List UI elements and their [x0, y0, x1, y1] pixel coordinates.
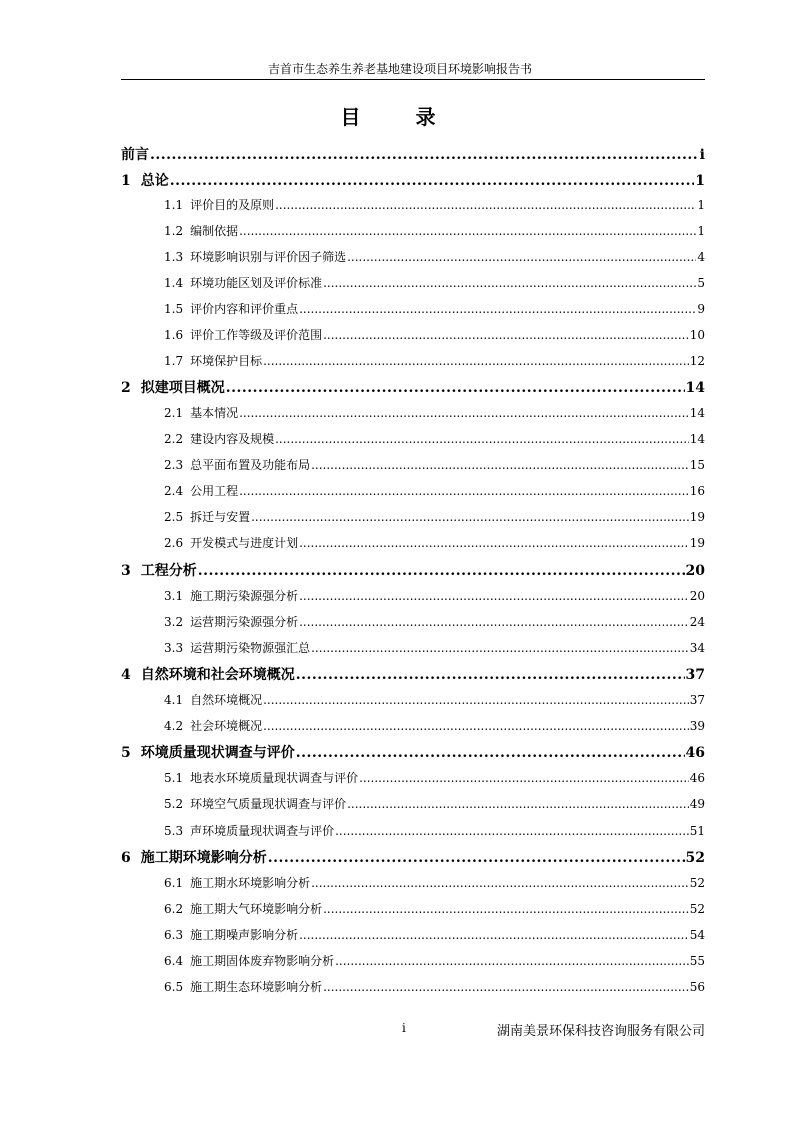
dot-leader: [239, 224, 696, 238]
toc-chapter-entry[interactable]: [121, 170, 705, 190]
header-rule: [121, 79, 705, 80]
dot-leader: [263, 354, 689, 368]
toc-entry-title: 评价内容和评价重点: [190, 302, 299, 316]
toc-entry-title: 自然环境和社会环境概况: [140, 667, 295, 683]
dot-leader: [299, 928, 689, 942]
toc-entry-title: 拆迁与安置: [190, 510, 251, 524]
toc-section-entry[interactable]: [121, 430, 705, 450]
toc-entry-page: 1: [697, 198, 705, 212]
toc-section-entry[interactable]: [121, 926, 705, 946]
toc-entry-page: 52: [685, 850, 705, 866]
toc-entry-page: 14: [689, 406, 705, 420]
toc-entry-page: 14: [689, 432, 705, 446]
toc-entry-title: 施工期生态环境影响分析: [190, 980, 323, 994]
toc-section-entry[interactable]: [121, 717, 705, 737]
dot-leader: [311, 876, 689, 890]
dot-leader: [335, 954, 689, 968]
dot-leader: [296, 745, 685, 761]
toc-section-entry[interactable]: [121, 196, 705, 216]
toc-section-entry[interactable]: [121, 587, 705, 607]
toc-section-entry[interactable]: [121, 482, 705, 502]
toc-section-entry[interactable]: [121, 248, 705, 268]
toc-section-entry[interactable]: [121, 978, 705, 998]
toc-entry-page: 19: [689, 510, 705, 524]
toc-entry-title: 环境保护目标: [190, 354, 263, 368]
toc-entry-title: 施工期固体废弃物影响分析: [190, 954, 335, 968]
toc-entry-title: 建设内容及规模: [190, 432, 275, 446]
dot-leader: [323, 276, 696, 290]
toc-entry-title: 前言: [121, 147, 149, 163]
toc-chapter-entry[interactable]: [121, 742, 705, 762]
toc-entry-title: 施工期噪声影响分析: [190, 928, 299, 942]
dot-leader: [239, 484, 689, 498]
toc-entry-number: 2.3: [164, 458, 184, 472]
toc-entry-number: 3.1: [164, 589, 184, 603]
dot-leader: [299, 615, 689, 629]
dot-leader: [311, 641, 689, 655]
toc-entry-number: 6.5: [164, 980, 184, 994]
toc-entry-number: 2.4: [164, 484, 184, 498]
running-header: 吉首市生态养生养老基地建设项目环境影响报告书: [267, 62, 532, 76]
toc-entry-number: 1.6: [164, 328, 184, 342]
toc-entry-number: 5.1: [164, 771, 184, 785]
toc-entry-number: 1: [121, 173, 131, 189]
toc-entry-number: 6.2: [164, 902, 184, 916]
toc-entry-title: 环境影响识别与评价因子筛选: [190, 250, 347, 264]
toc-chapter-entry[interactable]: [121, 560, 705, 580]
toc-entry-number: 1.4: [164, 276, 184, 290]
dot-leader: [150, 147, 699, 163]
toc-section-entry[interactable]: [121, 508, 705, 528]
toc-entry-page: 46: [685, 745, 705, 761]
toc-entry-title: 施工期污染源强分析: [190, 589, 299, 603]
toc-chapter-entry[interactable]: [121, 377, 705, 397]
toc-entry-title: 运营期污染源强分析: [190, 615, 299, 629]
dot-leader: [263, 719, 689, 733]
toc-entry-page: 37: [689, 693, 705, 707]
toc-entry-page: 56: [689, 980, 705, 994]
toc-entry-title: 编制依据: [190, 224, 239, 238]
toc-section-entry[interactable]: [121, 352, 705, 372]
toc-entry-title: 声环境质量现状调查与评价: [190, 824, 335, 838]
toc-entry-page: 20: [685, 563, 705, 579]
toc-entry-number: 2.1: [164, 406, 184, 420]
toc-entry-number: 2.5: [164, 510, 184, 524]
toc-entry-page: 37: [685, 667, 705, 683]
dot-leader: [275, 198, 696, 212]
toc-entry-page: 52: [689, 876, 705, 890]
toc-entry-title: 环境功能区划及评价标准: [190, 276, 323, 290]
toc-title: 目 录: [340, 105, 460, 129]
toc-entry-title: 评价工作等级及评价范围: [190, 328, 323, 342]
toc-entry-number: 1.7: [164, 354, 184, 368]
toc-entry-number: 1.1: [164, 198, 184, 212]
page-number: i: [402, 1021, 406, 1035]
toc-entry-page: 5: [697, 276, 705, 290]
toc-entry-title: 公用工程: [190, 484, 239, 498]
toc-entry-title: 环境空气质量现状调查与评价: [190, 797, 347, 811]
dot-leader: [226, 380, 685, 396]
toc-entry-number: 1.2: [164, 224, 184, 238]
dot-leader: [323, 980, 689, 994]
toc-entry-number: 3: [121, 563, 131, 579]
toc-section-entry[interactable]: [121, 874, 705, 894]
toc-section-entry[interactable]: [121, 822, 705, 842]
toc-section-entry[interactable]: [121, 613, 705, 633]
toc-entry-number: 2.2: [164, 432, 184, 446]
toc-entry-number: 5: [121, 745, 131, 761]
toc-entry-page: 54: [689, 928, 705, 942]
toc-entry-page: 55: [689, 954, 705, 968]
toc-entry-title: 地表水环境质量现状调查与评价: [190, 771, 359, 785]
dot-leader: [198, 563, 685, 579]
dot-leader: [347, 250, 696, 264]
dot-leader: [296, 667, 685, 683]
toc-entry-title: 自然环境概况: [190, 693, 263, 707]
dot-leader: [335, 824, 689, 838]
toc-section-entry[interactable]: [121, 900, 705, 920]
dot-leader: [170, 173, 695, 189]
toc-entry-title: 总平面布置及功能布局: [190, 458, 311, 472]
dot-leader: [323, 328, 689, 342]
toc-entry-page: 4: [697, 250, 705, 264]
toc-entry-number: 4: [121, 667, 131, 683]
toc-chapter-entry[interactable]: [121, 847, 705, 867]
toc-entry-page: 19: [689, 536, 705, 550]
toc-section-entry[interactable]: [121, 639, 705, 659]
toc-section-entry[interactable]: [121, 404, 705, 424]
toc-entry-number: 3.3: [164, 641, 184, 655]
toc-entry-page: 12: [689, 354, 705, 368]
toc-entry-title: 评价目的及原则: [190, 198, 275, 212]
dot-leader: [239, 406, 689, 420]
toc-section-entry[interactable]: [121, 300, 705, 320]
toc-section-entry[interactable]: [121, 795, 705, 815]
toc-entry-number: 6.1: [164, 876, 184, 890]
toc-entry-page: 46: [689, 771, 705, 785]
toc-section-entry[interactable]: [121, 274, 705, 294]
toc-entry-page: i: [699, 147, 705, 163]
toc-entry-page: 51: [689, 824, 705, 838]
toc-entry-page: 15: [689, 458, 705, 472]
toc-entry-number: 4.1: [164, 693, 184, 707]
toc-entry-page: 20: [689, 589, 705, 603]
toc-entry-title: 施工期大气环境影响分析: [190, 902, 323, 916]
toc-entry-number: 3.2: [164, 615, 184, 629]
toc-entry-title: 环境质量现状调查与评价: [140, 745, 295, 761]
toc-entry-title: 开发模式与进度计划: [190, 536, 299, 550]
toc-entry-title: 工程分析: [140, 563, 197, 579]
toc-section-entry[interactable]: [121, 222, 705, 242]
toc-entry-number: 2.6: [164, 536, 184, 550]
dot-leader: [263, 693, 689, 707]
toc-entry-title: 施工期环境影响分析: [140, 850, 267, 866]
toc-chapter-entry[interactable]: [121, 664, 705, 684]
toc-entry-page: 1: [695, 173, 705, 189]
toc-entry-title: 社会环境概况: [190, 719, 263, 733]
toc-entry-number: 1.5: [164, 302, 184, 316]
toc-entry-title: 拟建项目概况: [140, 380, 225, 396]
toc-entry-page: 52: [689, 902, 705, 916]
toc-section-entry[interactable]: [121, 769, 705, 789]
dot-leader: [299, 589, 689, 603]
dot-leader: [299, 302, 696, 316]
company-name: 湖南美景环保科技咨询服务有限公司: [496, 1024, 705, 1039]
toc-entry-number: 5.2: [164, 797, 184, 811]
toc-entry-number: 4.2: [164, 719, 184, 733]
toc-entry-number: 1.3: [164, 250, 184, 264]
dot-leader: [299, 536, 689, 550]
toc-section-entry[interactable]: [121, 326, 705, 346]
toc-section-entry[interactable]: [121, 534, 705, 554]
toc-entry-number: 6.4: [164, 954, 184, 968]
dot-leader: [268, 850, 685, 866]
toc-entry-page: 34: [689, 641, 705, 655]
toc-entry-page: 39: [689, 719, 705, 733]
dot-leader: [359, 771, 689, 785]
toc-entry-number: 5.3: [164, 824, 184, 838]
toc-section-entry[interactable]: [121, 456, 705, 476]
toc-entry-title: 总论: [140, 173, 169, 189]
toc-entry-number: 6.3: [164, 928, 184, 942]
toc-entry-title: 基本情况: [190, 406, 239, 420]
toc-entry-page: 10: [689, 328, 705, 342]
toc-entry-page: 49: [689, 797, 705, 811]
toc-entry-number: 6: [121, 850, 131, 866]
dot-leader: [275, 432, 689, 446]
toc-entry-page: 24: [689, 615, 705, 629]
toc-entry-page: 16: [689, 484, 705, 498]
toc-section-entry[interactable]: [121, 952, 705, 972]
toc-entry-page: 14: [685, 380, 705, 396]
toc-chapter-entry[interactable]: [121, 144, 705, 164]
dot-leader: [311, 458, 689, 472]
dot-leader: [323, 902, 689, 916]
toc-entry-title: 施工期水环境影响分析: [190, 876, 311, 890]
dot-leader: [251, 510, 689, 524]
toc-entry-page: 9: [697, 302, 705, 316]
dot-leader: [347, 797, 689, 811]
toc-entry-page: 1: [697, 224, 705, 238]
toc-entry-number: 2: [121, 380, 131, 396]
toc-entry-title: 运营期污染物源强汇总: [190, 641, 311, 655]
toc-section-entry[interactable]: [121, 691, 705, 711]
